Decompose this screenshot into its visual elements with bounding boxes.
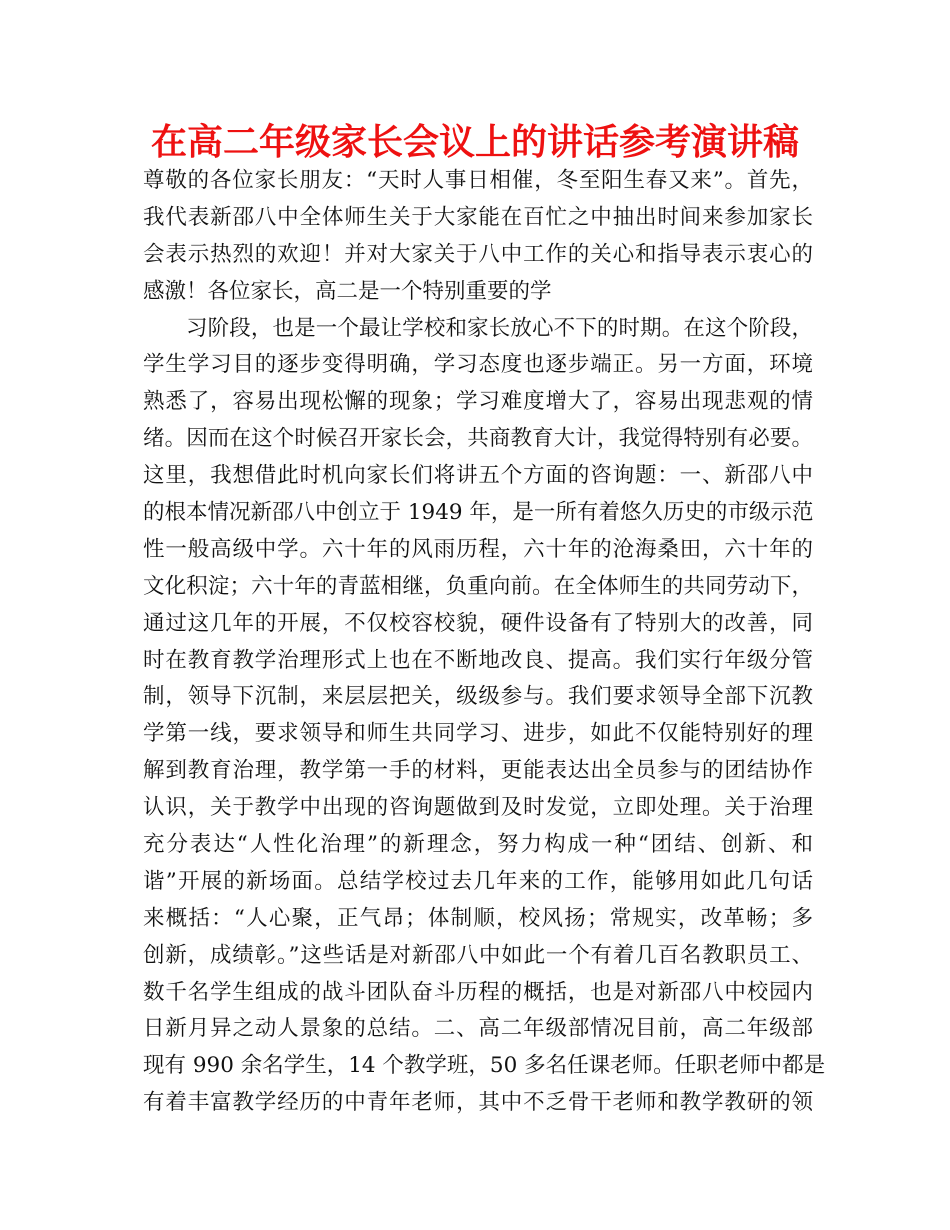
body-line: 学生学习目的逐步变得明确，学习态度也逐步端正。另一方面，环境 (143, 352, 813, 378)
paragraph-first-line: 习阶段，也是一个最让学校和家长放心不下的时期。在这个阶段， (186, 315, 813, 341)
body-line: 创新，成绩彰。”这些话是对新邵八中如此一个有着几百名教职员工、 (143, 942, 813, 968)
body-line: 绪。因而在这个时候召开家长会，共商教育大计，我觉得特别有必要。 (143, 426, 813, 452)
body-line: 来概括：“人心聚，正气昂；体制顺，校风扬；常规实，改革畅；多 (143, 905, 813, 931)
body-line: 制，领导下沉制，来层层把关，级级参与。我们要求领导全部下沉教 (143, 684, 813, 710)
body-line: 解到教育治理，教学第一手的材料，更能表达出全员参与的团结协作 (143, 758, 813, 784)
body-line: 充分表达“人性化治理”的新理念，努力构成一种“团结、创新、和 (143, 832, 813, 858)
body-line: 会表示热烈的欢迎！并对大家关于八中工作的关心和指导表示衷心的 (143, 241, 813, 267)
body-line: 认识，关于教学中出现的咨询题做到及时发觉，立即处理。关于治理 (143, 795, 813, 821)
body-line: 日新月异之动人景象的总结。二、高二年级部情况目前，高二年级部 (143, 1016, 813, 1042)
document-body (143, 163, 826, 1122)
body-line: 通过这几年的开展，不仅校容校貌，硬件设备有了特别大的改善，同 (143, 610, 813, 636)
body-line: 性一般高级中学。六十年的风雨历程，六十年的沧海桑田，六十年的 (143, 536, 813, 562)
body-line: 我代表新邵八中全体师生关于大家能在百忙之中抽出时间来参加家长 (143, 204, 813, 230)
body-line: 数千名学生组成的战斗团队奋斗历程的概括，也是对新邵八中校园内 (143, 979, 813, 1005)
body-line: 学第一线，要求领导和师生共同学习、进步，如此不仅能特别好的理 (143, 721, 813, 747)
body-line: 文化积淀；六十年的青蓝相继，负重向前。在全体师生的共同劳动下， (143, 573, 813, 599)
body-line: 有着丰富教学经历的中青年老师，其中不乏骨干老师和教学教研的领 (143, 1090, 813, 1116)
document-title: 在高二年级家长会议上的讲话参考演讲稿 (150, 122, 799, 163)
body-line: 这里，我想借此时机向家长们将讲五个方面的咨询题：一、新邵八中 (143, 463, 813, 489)
body-line: 感激！各位家长，高二是一个特别重要的学 (143, 278, 552, 304)
body-line: 的根本情况新邵八中创立于 1949 年，是一所有着悠久历史的市级示范 (143, 500, 814, 526)
body-line: 尊敬的各位家长朋友：“天时人事日相催，冬至阳生春又来”。首先， (143, 168, 813, 193)
body-line: 谐”开展的新场面。总结学校过去几年来的工作，能够用如此几句话 (143, 868, 813, 894)
body-line: 熟悉了，容易出现松懈的现象；学习难度增大了，容易出现悲观的情 (143, 389, 813, 415)
body-line: 时在教育教学治理形式上也在不断地改良、提高。我们实行年级分管 (143, 647, 813, 673)
body-line: 现有 990 余名学生，14 个教学班，50 多名任课老师。任职老师中都是 (143, 1053, 826, 1079)
